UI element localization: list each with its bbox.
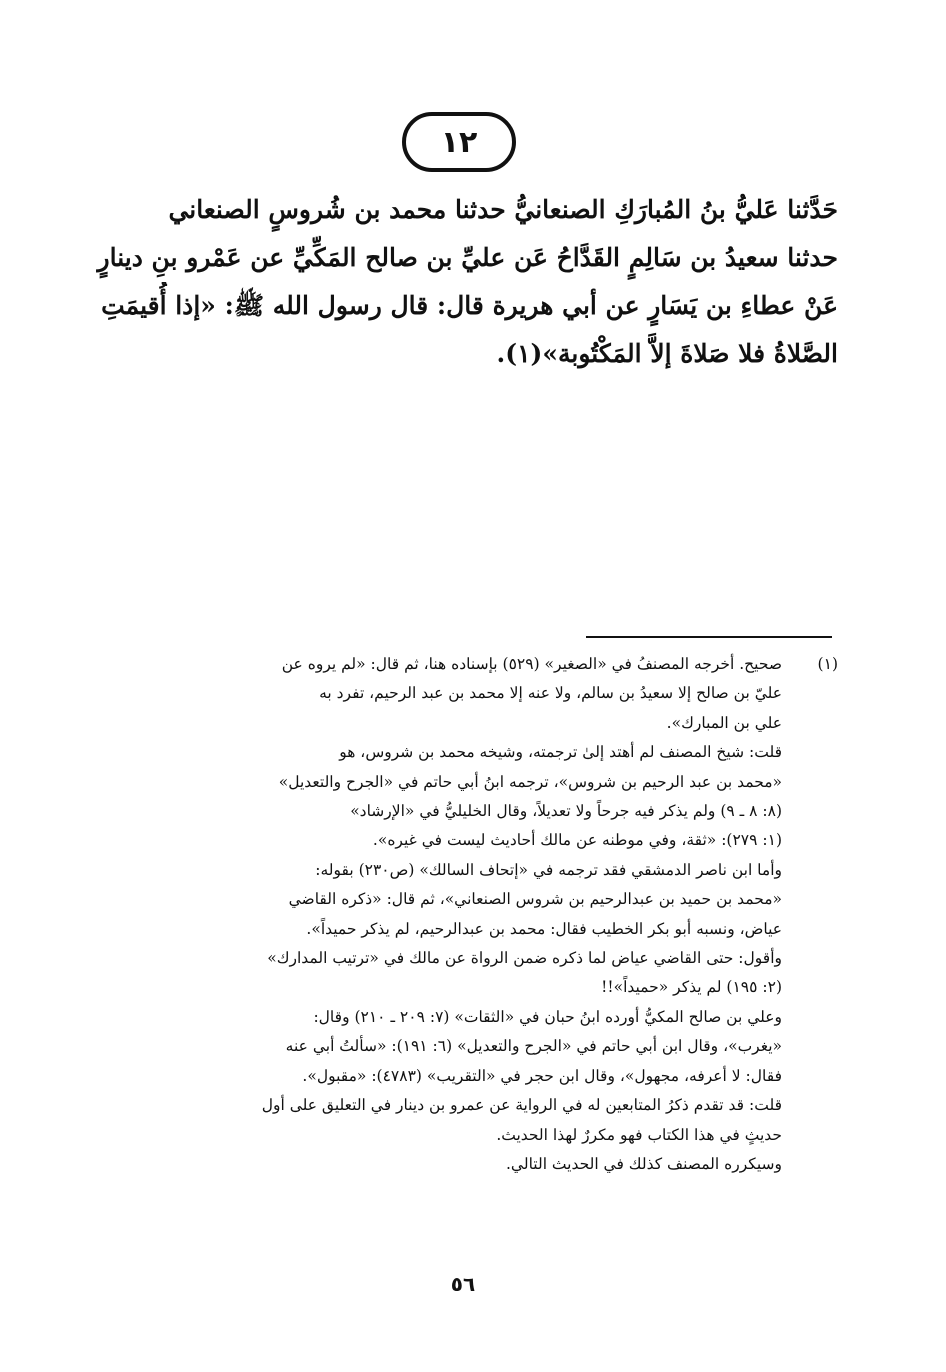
footnote-line: (٢: ١٩٥) لم يذكر «حميداً»!! — [601, 978, 782, 997]
footnote-line: (٨: ٨ ـ ٩) ولم يذكر فيه جرحاً ولا تعديلاً، وقال الخليليُّ في «الإرشاد» — [350, 802, 782, 821]
footnote-line: حديثٍ في هذا الكتاب فهو مكررٌ لهذا الحديث. — [496, 1125, 782, 1144]
footnote — [96, 650, 838, 1179]
hadith-number: ١٢ — [440, 124, 478, 160]
hadith-line: الصَّلاةُ فلا صَلاةَ إلاَّ المَكْتُوبة»(١). — [496, 339, 838, 368]
footnote-line: عليّ بن صالح إلا سعيدُ بن سالم، ولا عنه إلا محمد بن عبد الرحيم، تفرد به — [319, 684, 782, 703]
hadith-line: حَدَّثنا عَليُّ بنُ المُبارَكِ الصنعانيُّ حدثنا محمد بن شُروسٍ الصنعاني — [168, 195, 838, 224]
footnote-line: «يغرب»، وقال ابن أبي حاتم في «الجرح والتعديل» (٦: ١٩١): «سألتُ أبي عنه — [285, 1037, 782, 1056]
footnote-line: قلت: قد تقدم ذكرُ المتابعين له في الرواية عن عمرو بن دينار في التعليق على أول — [261, 1096, 782, 1115]
hadith-number-badge — [402, 112, 516, 172]
footnote-line: فقال: لا أعرفه، مجهول»، وقال ابن حجر في «التقريب» (٤٧٨٣): «مقبول». — [302, 1066, 782, 1085]
footnote-line: وأقول: حتى القاضي عياض لما ذكره ضمن الرواة عن مالك في «ترتيب المدارك» — [267, 949, 782, 968]
hadith-text — [96, 186, 838, 378]
footnote-line: «محمد بن عبد الرحيم بن شروس»، ترجمه ابنُ أبي حاتم في «الجرح والتعديل» — [278, 772, 782, 791]
page-number: ٥٦ — [450, 1272, 476, 1296]
footnote-line: قلت: شيخ المصنف لم أهتد إلىٰ ترجمته، وشيخه محمد بن شروس، هو — [339, 743, 782, 762]
footnote-separator — [586, 636, 832, 638]
footnote-line: وعلي بن صالح المكيُّ أورده ابنُ حبان في «الثقات» (٧: ٢٠٩ ـ ٢١٠) وقال: — [313, 1007, 782, 1026]
footnote-line: صحيح. أخرجه المصنفُ في «الصغير» (٥٢٩) بإسناده هنا، ثم قال: «لم يروه عن — [281, 655, 782, 673]
footnote-line: وأما ابن ناصر الدمشقي فقد ترجمه في «إتحاف السالك» (ص٢٣٠) بقوله: — [315, 860, 782, 879]
footnote-line: «محمد بن حميد بن عبدالرحيم بن شروس الصنعاني»، ثم قال: «ذكره القاضي — [288, 890, 782, 909]
hadith-line: عَنْ عطاءِ بن يَسَارٍ عن أبي هريرة قال: قال رسول الله ﷺ: «إذا أُقيمَتِ — [101, 291, 838, 320]
footnote-line: علي بن المبارك». — [666, 713, 782, 732]
footnote-line: (١: ٢٧٩): «ثقة، وفي موطنه عن مالك أحاديث ليست في غيره». — [372, 831, 782, 850]
footnote-line: عياض، ونسبه أبو بكر الخطيب فقال: محمد بن عبدالرحيم، لم يذكر حميداً». — [306, 919, 782, 938]
footnote-marker: (١) — [817, 655, 838, 673]
footnote-line: وسيكرره المصنف كذلك في الحديث التالي. — [506, 1154, 782, 1173]
hadith-line: حدثنا سعيدُ بن سَالِمٍ القَدَّاحُ عَن عليِّ بن صالح المَكِّيِّ عن عَمْرو بنِ دينارٍ — [97, 243, 838, 272]
footnote-body — [96, 650, 782, 1179]
